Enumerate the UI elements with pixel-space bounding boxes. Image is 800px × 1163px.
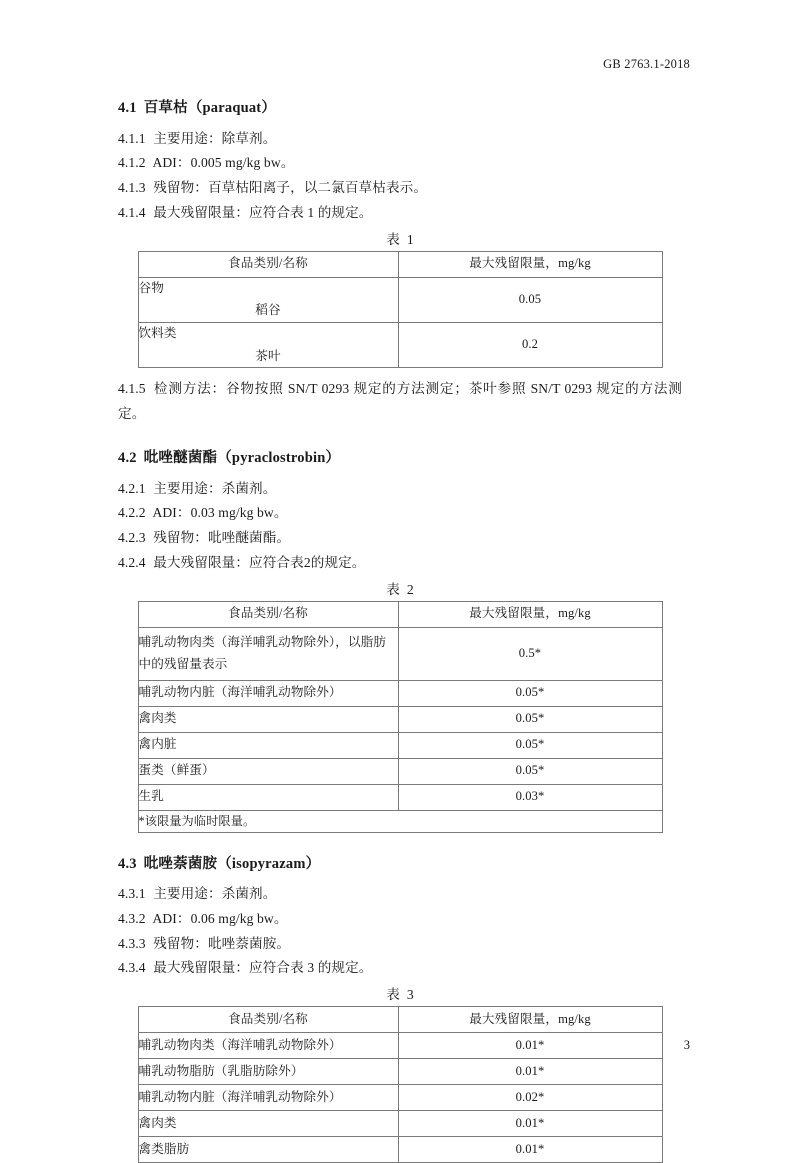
item-4-3-3-number: 4.3.3 bbox=[118, 935, 146, 951]
table-2 bbox=[138, 601, 663, 833]
item-4-1-4 bbox=[118, 201, 682, 226]
table-3-header-row bbox=[138, 1007, 662, 1033]
item-4-1-1-number: 4.1.1 bbox=[118, 130, 146, 146]
mrl-value: 0.01* bbox=[398, 1033, 662, 1059]
page-number: 3 bbox=[683, 1038, 690, 1052]
food-name: 哺乳动物内脏（海洋哺乳动物除外） bbox=[138, 680, 398, 706]
item-4-1-3-text: 残留物：百草枯阳离子，以二氯百草枯表示。 bbox=[153, 180, 428, 196]
mrl-value: 0.05* bbox=[398, 680, 662, 706]
item-4-1-3 bbox=[118, 176, 682, 201]
table-row bbox=[138, 1111, 662, 1137]
food-subitem: 茶叶 bbox=[255, 348, 281, 363]
table-row bbox=[138, 758, 662, 784]
table-3-caption-number: 3 bbox=[406, 987, 414, 1003]
table-3-caption bbox=[118, 985, 682, 1004]
item-4-1-2-text: ADI：0.005 mg/kg bw。 bbox=[152, 155, 295, 171]
table-row bbox=[138, 323, 662, 368]
table-3 bbox=[138, 1006, 663, 1163]
item-4-1-3-number: 4.1.3 bbox=[118, 180, 146, 196]
table-2-caption-label: 表 bbox=[386, 581, 400, 597]
table-row bbox=[138, 277, 662, 322]
item-4-1-1 bbox=[118, 127, 682, 152]
item-4-2-1 bbox=[118, 477, 682, 502]
item-4-3-1-text: 主要用途：杀菌剂。 bbox=[153, 886, 277, 902]
table-3-caption-label: 表 bbox=[386, 987, 400, 1003]
item-4-2-2-number: 4.2.2 bbox=[118, 505, 146, 521]
food-name: 禽内脏 bbox=[138, 732, 398, 758]
item-4-1-5-text: 检测方法：谷物按照 SN/T 0293 规定的方法测定；茶叶参照 SN/T 0293 规定的方法测定。 bbox=[118, 381, 682, 422]
table-1-caption-number: 1 bbox=[406, 231, 414, 247]
table-row bbox=[138, 784, 662, 810]
mrl-value: 0.01* bbox=[398, 1137, 662, 1163]
table-2-header-row bbox=[138, 601, 662, 627]
food-name: 哺乳动物脂肪（乳脂肪除外） bbox=[138, 1059, 398, 1085]
document-body bbox=[118, 98, 682, 1163]
table-1-group-cell bbox=[138, 323, 398, 368]
section-spacer bbox=[118, 833, 682, 854]
clause-4-3-number: 4.3 bbox=[118, 855, 137, 872]
running-header bbox=[110, 57, 690, 72]
food-name: 生乳 bbox=[138, 784, 398, 810]
mrl-value: 0.02* bbox=[398, 1085, 662, 1111]
item-4-2-1-number: 4.2.1 bbox=[118, 480, 146, 496]
table-1-caption bbox=[118, 230, 682, 249]
standard-code: GB 2763.1-2018 bbox=[603, 57, 690, 71]
item-4-3-2 bbox=[118, 907, 682, 932]
food-category: 谷物 bbox=[138, 280, 164, 295]
clause-4-1 bbox=[118, 98, 682, 427]
item-4-3-1 bbox=[118, 882, 682, 907]
mrl-value: 0.5* bbox=[398, 627, 662, 680]
clause-4-1-number: 4.1 bbox=[118, 100, 137, 116]
item-4-2-3-text: 残留物：吡唑醚菌酯。 bbox=[153, 530, 291, 546]
table-1-header-row bbox=[138, 251, 662, 277]
clause-4-1-heading bbox=[118, 98, 682, 120]
mrl-value: 0.05* bbox=[398, 706, 662, 732]
food-subitem: 稻谷 bbox=[255, 303, 281, 318]
mrl-value: 0.01* bbox=[398, 1111, 662, 1137]
item-4-3-3 bbox=[118, 932, 682, 957]
table-3-col-name: 食品类别/名称 bbox=[138, 1007, 398, 1033]
food-name: 禽肉类 bbox=[138, 1111, 398, 1137]
food-name: 禽类脂肪 bbox=[138, 1137, 398, 1163]
table-1-col-value: 最大残留限量，mg/kg bbox=[398, 251, 662, 277]
food-name: 蛋类（鲜蛋） bbox=[138, 758, 398, 784]
food-name: 哺乳动物肉类（海洋哺乳动物除外） bbox=[138, 1033, 398, 1059]
clause-4-2-number: 4.2 bbox=[118, 449, 137, 466]
table-3-col-value: 最大残留限量，mg/kg bbox=[398, 1007, 662, 1033]
food-name: 哺乳动物内脏（海洋哺乳动物除外） bbox=[138, 1085, 398, 1111]
table-row bbox=[138, 627, 662, 680]
item-4-2-2 bbox=[118, 501, 682, 526]
item-4-3-1-number: 4.3.1 bbox=[118, 886, 146, 902]
table-row bbox=[138, 680, 662, 706]
item-4-3-4-text: 最大残留限量：应符合表 3 的规定。 bbox=[153, 960, 373, 976]
table-2-col-name: 食品类别/名称 bbox=[138, 601, 398, 627]
item-4-2-4 bbox=[118, 551, 682, 576]
food-category: 饮料类 bbox=[138, 326, 177, 341]
table-2-caption bbox=[118, 580, 682, 599]
mrl-value: 0.03* bbox=[398, 784, 662, 810]
item-4-3-2-number: 4.3.2 bbox=[118, 911, 146, 926]
food-name: 禽肉类 bbox=[138, 706, 398, 732]
table-row bbox=[138, 706, 662, 732]
item-4-3-2-text: ADI：0.06 mg/kg bw。 bbox=[152, 911, 288, 926]
clause-4-3-title: 吡唑萘菌胺（isopyrazam） bbox=[143, 855, 321, 872]
item-4-1-2 bbox=[118, 151, 682, 176]
mrl-value: 0.05 bbox=[398, 277, 662, 322]
table-row bbox=[138, 1085, 662, 1111]
item-4-1-5 bbox=[118, 377, 682, 426]
food-name: 哺乳动物肉类（海洋哺乳动物除外），以脂肪中的残留量表示 bbox=[138, 627, 398, 680]
page-footer bbox=[110, 1038, 690, 1053]
clause-4-2 bbox=[118, 448, 682, 833]
item-4-1-5-number: 4.1.5 bbox=[118, 381, 146, 397]
item-4-1-1-text: 主要用途：除草剂。 bbox=[153, 130, 277, 146]
table-row bbox=[138, 732, 662, 758]
mrl-value: 0.05* bbox=[398, 758, 662, 784]
item-4-2-3-number: 4.2.3 bbox=[118, 530, 146, 546]
item-4-2-3 bbox=[118, 526, 682, 551]
table-1-caption-label: 表 bbox=[386, 231, 400, 247]
item-4-1-4-text: 最大残留限量：应符合表 1 的规定。 bbox=[153, 204, 373, 220]
item-4-3-4-number: 4.3.4 bbox=[118, 960, 146, 976]
table-2-col-value: 最大残留限量，mg/kg bbox=[398, 601, 662, 627]
table-row bbox=[138, 1059, 662, 1085]
clause-4-3 bbox=[118, 854, 682, 1163]
table-2-footnote: *该限量为临时限量。 bbox=[138, 810, 662, 832]
table-1 bbox=[138, 251, 663, 369]
item-4-2-4-number: 4.2.4 bbox=[118, 554, 146, 570]
table-row bbox=[138, 1137, 662, 1163]
mrl-value: 0.05* bbox=[398, 732, 662, 758]
item-4-3-3-text: 残留物：吡唑萘菌胺。 bbox=[153, 935, 291, 951]
item-4-2-2-text: ADI：0.03 mg/kg bw。 bbox=[152, 505, 288, 521]
clause-4-1-title: 百草枯（paraquat） bbox=[143, 100, 277, 116]
table-1-group-cell bbox=[138, 277, 398, 322]
clause-4-2-title: 吡唑醚菌酯（pyraclostrobin） bbox=[143, 449, 341, 466]
clause-4-3-heading bbox=[118, 854, 682, 876]
item-4-3-4 bbox=[118, 956, 682, 981]
section-spacer bbox=[118, 427, 682, 448]
mrl-value: 0.01* bbox=[398, 1059, 662, 1085]
item-4-1-4-number: 4.1.4 bbox=[118, 204, 146, 220]
item-4-2-1-text: 主要用途：杀菌剂。 bbox=[153, 480, 277, 496]
table-1-col-name: 食品类别/名称 bbox=[138, 251, 398, 277]
table-2-caption-number: 2 bbox=[406, 581, 414, 597]
clause-4-2-heading bbox=[118, 448, 682, 470]
mrl-value: 0.2 bbox=[398, 323, 662, 368]
item-4-2-4-text: 最大残留限量：应符合表2的规定。 bbox=[153, 554, 366, 570]
item-4-1-2-number: 4.1.2 bbox=[118, 155, 146, 171]
table-footnote-row bbox=[138, 810, 662, 832]
